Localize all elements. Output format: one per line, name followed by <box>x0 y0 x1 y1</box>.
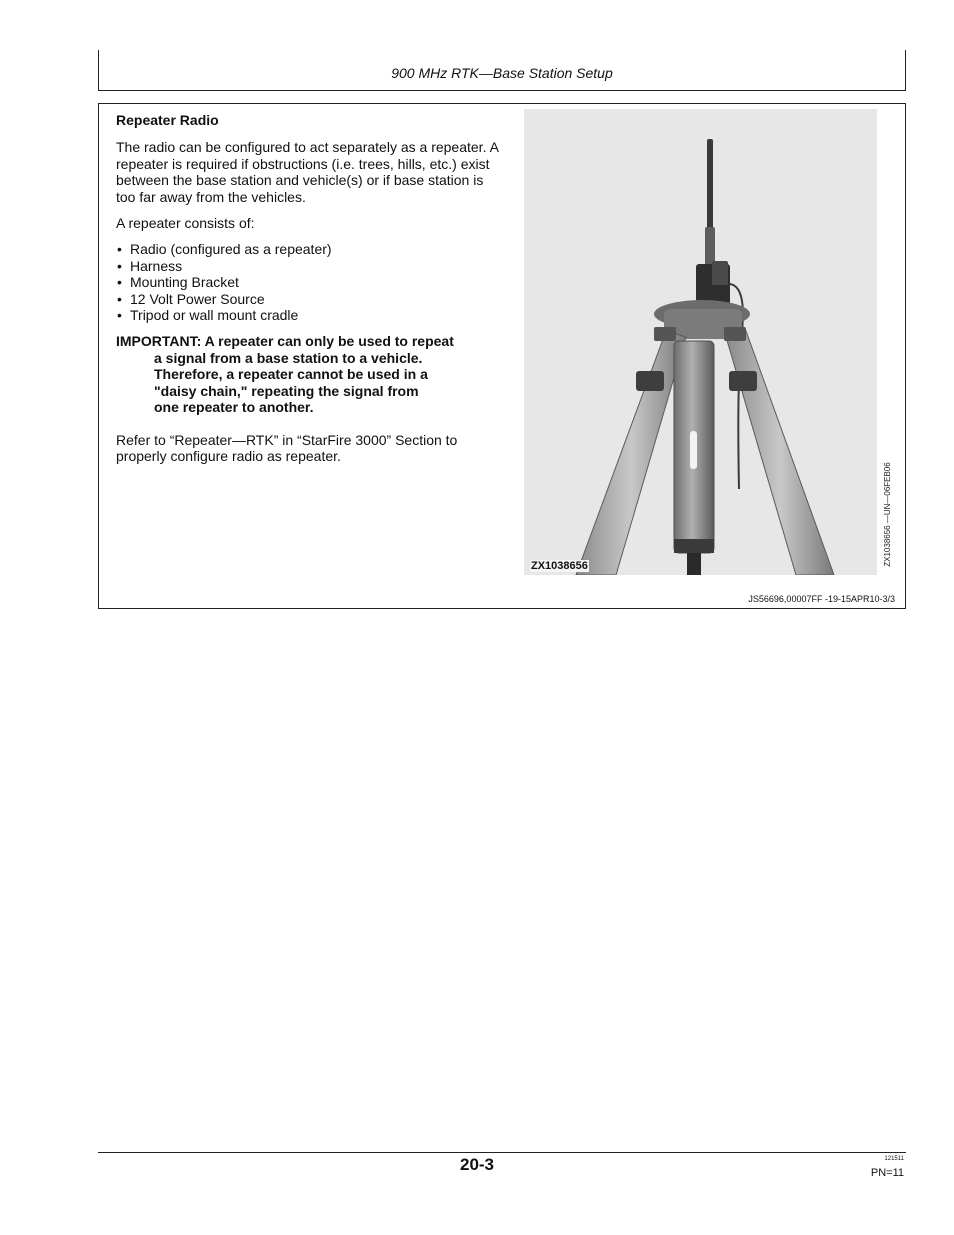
important-line: a signal from a base station to a vehicle. <box>154 349 423 366</box>
important-note <box>116 333 501 415</box>
footer-pn: PN=11 <box>870 1167 904 1179</box>
list-item-text: Radio (configured as a repeater) <box>130 241 332 258</box>
bullet-icon: • <box>117 307 122 324</box>
list-item-text: 12 Volt Power Source <box>130 290 265 307</box>
important-line: IMPORTANT: A repeater can only be used to repeat <box>116 333 454 350</box>
section-title: Repeater Radio <box>116 112 219 128</box>
important-line: Therefore, a repeater cannot be used in a <box>154 366 428 383</box>
list-item <box>116 258 501 274</box>
page-number: 20-3 <box>459 1155 495 1174</box>
important-line: one repeater to another. <box>154 399 314 416</box>
header-title: 900 MHz RTK—Base Station Setup <box>391 65 613 81</box>
repeater-tripod-photo <box>524 109 877 575</box>
figure-side-code-text: ZX1038656 —UN—06FEB06 <box>882 461 892 567</box>
bullet-icon: • <box>117 257 122 274</box>
list-item-text: Mounting Bracket <box>130 274 239 291</box>
list-item-text: Harness <box>130 257 183 274</box>
bullet-icon: • <box>117 274 122 291</box>
intro-paragraph: The radio can be configured to act separately as a repeater. A repeater is required if obstructions (i.e. trees, hills, etc.) exist between the base station and vehicle(s) or if base station is too far away from the vehicles. <box>116 139 499 205</box>
list-intro: A repeater consists of: <box>116 215 255 232</box>
footer-small-code: 121511 <box>884 1156 904 1162</box>
content-section <box>98 103 906 609</box>
figure-side-code <box>877 454 897 574</box>
figure-label: ZX1038656 <box>531 560 588 572</box>
list-item-text: Tripod or wall mount cradle <box>130 307 299 324</box>
refer-paragraph: Refer to “Repeater—RTK” in “StarFire 3000” Section to properly configure radio as repeater. <box>116 431 458 464</box>
component-list <box>116 241 501 323</box>
text-column <box>116 112 501 474</box>
list-item <box>116 307 501 323</box>
bullet-icon: • <box>117 290 122 307</box>
page-header <box>98 50 906 91</box>
tripod-illustration <box>524 109 877 575</box>
list-item <box>116 291 501 307</box>
list-item <box>116 241 501 257</box>
document-id: JS56696,00007FF -19-15APR10-3/3 <box>748 594 895 604</box>
important-line: "daisy chain," repeating the signal from <box>154 382 419 399</box>
footer-divider <box>98 1152 906 1153</box>
list-item <box>116 274 501 290</box>
bullet-icon: • <box>117 241 122 258</box>
